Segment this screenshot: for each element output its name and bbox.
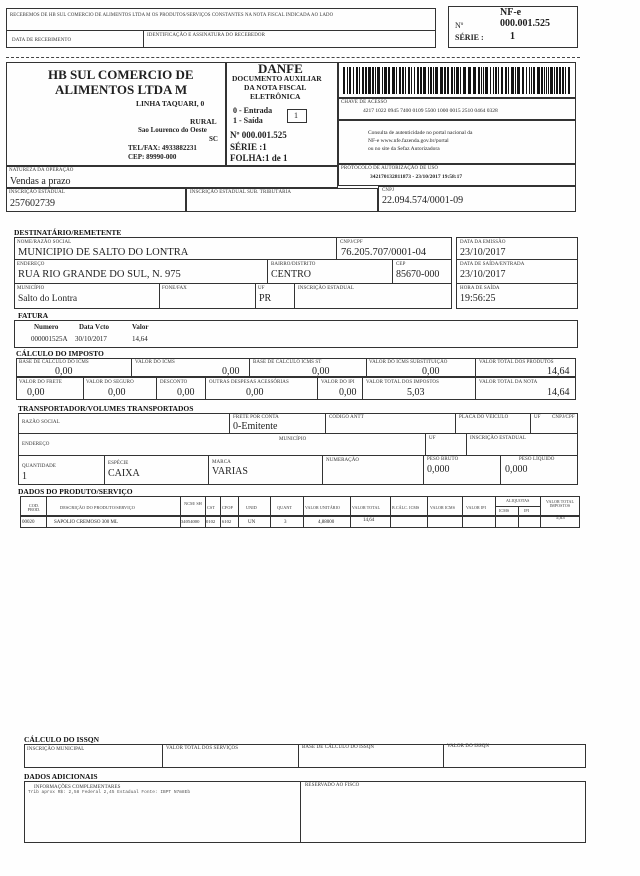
transp-cnpj-label: CNPJ/CPF — [552, 415, 575, 420]
dest-endereco: RUA RIO GRANDE DO SUL, N. 975 — [18, 269, 181, 280]
prod-vunit: 4,88000 — [318, 520, 335, 525]
transp-pliq: 0,000 — [505, 464, 528, 475]
prod-h-bcicms: B.CÁLC. ICMS — [392, 505, 420, 510]
dest-fone-label: FONE/FAX — [162, 286, 187, 291]
emitente-tel: TEL/FAX: 4933882231 — [128, 144, 197, 152]
v-total-nota-value: 14,64 — [547, 387, 570, 398]
prod-cod: 00020 — [22, 520, 35, 525]
v-total-impostos-value: 5,03 — [407, 387, 425, 398]
danfe-sub3: ELETRÔNICA — [250, 92, 301, 101]
emitente-name-1: HB SUL COMERCIO DE — [48, 67, 194, 82]
bc-icms-st-value: 0,00 — [312, 366, 330, 377]
chave-label: CHAVE DE ACESSO — [341, 100, 388, 105]
danfe-sub2: DA NOTA FISCAL — [244, 83, 307, 92]
outras-despesas-label: OUTRAS DESPESAS ACESSÓRIAS — [209, 380, 289, 385]
prod-h-quant: QUANT — [277, 505, 293, 510]
transp-qtd-label: QUANTIDADE — [22, 464, 57, 469]
natureza-label: NATUREZA DA OPERAÇÃO — [9, 168, 74, 173]
transp-especie-label: ESPÉCIE — [108, 461, 129, 466]
dest-cep-label: CEP — [396, 262, 406, 267]
consulta-line-3: ou no site da Sefaz Autorizadora — [368, 146, 440, 152]
natureza-value: Vendas a prazo — [10, 176, 71, 187]
danfe-title: DANFE — [258, 61, 303, 76]
transp-pbruto-label: PESO BRUTO — [427, 457, 459, 462]
emitente-name-2: ALIMENTOS LTDA M — [55, 82, 188, 97]
v-seguro-label: VALOR DO SEGURO — [86, 380, 134, 385]
dest-nome-label: NOME/RAZÃO SOCIAL — [17, 240, 72, 245]
cnpj-emit-value: 22.094.574/0001-09 — [382, 195, 464, 206]
fatura-numero: 000001525A — [31, 335, 68, 343]
prod-vtotal: 14,64 — [363, 518, 375, 523]
prod-ncm: 34054000 — [181, 519, 200, 524]
transp-ie-label: INSCRIÇÃO ESTADUAL — [470, 436, 526, 441]
danfe-folha: FOLHA:1 de 1 — [230, 153, 288, 163]
v-icms-subst-label: VALOR DO ICMS SUBSTITUIÇÃO — [369, 360, 448, 365]
issqn-v-label: VALOR DO ISSQN — [447, 744, 490, 749]
v-total-produtos-label: VALOR TOTAL DOS PRODUTOS — [479, 360, 554, 365]
produtos-section: DADOS DO PRODUTO/SERVIÇO — [18, 487, 133, 496]
emitente-city: Sao Lourenco do Oeste — [138, 126, 207, 134]
transp-pbruto: 0,000 — [427, 464, 450, 475]
canhoto-nfe-label: NF-e — [500, 7, 522, 18]
danfe-numero: Nº 000.001.525 — [230, 130, 287, 140]
dest-municipio: Salto do Lontra — [18, 294, 78, 304]
cnpj-emit-label: CNPJ — [382, 188, 395, 193]
canhoto-serie-label: SÉRIE : — [455, 33, 484, 42]
prod-h-cst: CST — [207, 505, 215, 510]
transp-especie: CAIXA — [108, 468, 140, 479]
desconto-value: 0,00 — [177, 387, 195, 398]
transp-pliq-label: PESO LÍQUIDO — [519, 457, 555, 462]
dest-municipio-label: MUNICÍPIO — [17, 286, 45, 291]
emitente-uf: SC — [209, 135, 218, 143]
danfe-saida: 1 - Saída — [233, 116, 263, 125]
v-frete-label: VALOR DO FRETE — [19, 380, 62, 385]
ie-label: INSCRIÇÃO ESTADUAL — [9, 190, 65, 195]
prod-cfop: 6102 — [222, 519, 232, 524]
imposto-section: CÁLCULO DO IMPOSTO — [16, 349, 104, 358]
transp-placa-label: PLACA DO VEÍCULO — [459, 415, 509, 420]
dest-section: DESTINATÁRIO/REMETENTE — [14, 228, 122, 237]
bc-icms-value: 0,00 — [55, 366, 73, 377]
v-total-impostos-label: VALOR TOTAL DOS IMPOSTOS — [366, 380, 439, 385]
prod-unid: UN — [248, 520, 256, 525]
prod-h-unid: UNID — [246, 505, 257, 510]
bc-icms-st-label: BASE DE CÁLCULO ICMS ST — [253, 360, 322, 365]
chave-value: 4217 1022 0945 7400 0109 5500 1000 0015 2510 0464 0328 — [363, 108, 498, 114]
v-icms-subst-value: 0,00 — [422, 366, 440, 377]
dest-hora-label: HORA DE SAÍDA — [460, 286, 500, 291]
data-recebimento-label: DATA DE RECEBIMENTO — [12, 38, 72, 43]
dest-bairro-label: BAIRRO/DISTRITO — [271, 262, 316, 267]
adicionais-section: DADOS ADICIONAIS — [24, 772, 98, 781]
fatura-section: FATURA — [18, 311, 49, 320]
transp-frete: 0-Emitente — [233, 421, 278, 432]
outras-despesas-value: 0,00 — [246, 387, 264, 398]
info-text: Trib aprox R$: 2,58 Federal 2,45 Estadual Fonte: IBPT N7m8Eb — [28, 790, 191, 795]
dest-cnpj-label: CNPJ/CPF — [340, 240, 363, 245]
prod-h-vunit: VALOR UNITÁRIO — [305, 505, 340, 510]
info-label: INFORMAÇÕES COMPLEMENTARES — [34, 785, 121, 790]
v-icms-value: 0,00 — [222, 366, 240, 377]
emitente-address: LINHA TAQUARI, 0 — [136, 99, 205, 108]
fatura-h-numero: Numero — [34, 323, 59, 331]
danfe-tipo: 1 — [294, 111, 298, 120]
dest-uf-label: UF — [258, 286, 265, 291]
transp-endereco-label: ENDEREÇO — [22, 442, 50, 447]
transp-qtd: 1 — [22, 471, 27, 482]
barcode — [343, 67, 571, 94]
prod-h-aicms: ICMS — [499, 508, 510, 513]
issqn-vs-label: VALOR TOTAL DOS SERVIÇOS — [166, 746, 239, 751]
dest-hora: 19:56:25 — [460, 293, 496, 304]
issqn-section: CÁLCULO DO ISSQN — [24, 735, 100, 744]
canhoto-text: RECEBEMOS DE HB SUL COMERCIO DE ALIMENTOS LTDA M OS PRODUTOS/SERVIÇOS CONSTANTES NA NOTA FISCAL INDICADA AO LADO — [10, 13, 334, 18]
v-total-nota-label: VALOR TOTAL DA NOTA — [479, 380, 538, 385]
identificacao-label: IDENTIFICAÇÃO E ASSINATURA DO RECEBEDOR — [147, 33, 266, 38]
prod-h-vicms: VALOR ICMS — [430, 505, 456, 510]
ie-value: 257602739 — [10, 198, 55, 209]
emitente-bairro: RURAL — [190, 117, 217, 126]
prod-h-aliq: ALIQUOTAS — [506, 498, 530, 503]
ie-st-label: INSCRIÇÃO ESTADUAL SUB. TRIBUTÁRIA — [190, 190, 292, 195]
dest-ie-label: INSCRIÇÃO ESTADUAL — [298, 286, 354, 291]
prod-vtotimp: 5,03 — [556, 516, 565, 521]
danfe-serie: SÉRIE :1 — [230, 142, 267, 152]
dest-nome: MUNICIPIO DE SALTO DO LONTRA — [18, 247, 189, 258]
v-ipi-value: 0,00 — [339, 387, 357, 398]
prod-h-vtotimp: VALOR TOTAL IMPOSTOS — [545, 499, 574, 508]
v-ipi-label: VALOR DO IPI — [321, 380, 355, 385]
transp-box — [18, 413, 578, 485]
dest-bairro: CENTRO — [271, 269, 311, 280]
fatura-vcto: 30/10/2017 — [75, 335, 107, 343]
prod-h-cod: COD. PROD. — [27, 503, 41, 513]
transp-municipio-label: MUNICÍPIO — [279, 437, 307, 442]
v-frete-value: 0,00 — [27, 387, 45, 398]
desconto-label: DESCONTO — [160, 380, 188, 385]
prod-desc: SAPOLIO CREMOSO 300 ML — [54, 520, 119, 525]
transp-razao-label: RAZÃO SOCIAL — [22, 420, 60, 425]
prod-h-vtotal: VALOR TOTAL — [352, 505, 381, 510]
prod-h-ncm: NCM/ SH — [184, 501, 202, 506]
v-total-produtos-value: 14,64 — [547, 366, 570, 377]
fisco-label: RESERVADO AO FISCO — [305, 783, 360, 788]
canhoto-numero: 000.001.525 — [500, 18, 550, 29]
transp-section: TRANSPORTADOR/VOLUMES TRANSPORTADOS — [18, 404, 194, 413]
fatura-valor: 14,64 — [132, 335, 148, 343]
dest-saida: 23/10/2017 — [460, 269, 506, 280]
transp-uf2-label: UF — [429, 436, 436, 441]
transp-marca: VARIAS — [212, 466, 248, 477]
prod-quant: 3 — [284, 520, 287, 525]
bc-icms-label: BASE DE CÁLCULO DO ICMS — [19, 360, 89, 365]
dest-emissao: 23/10/2017 — [460, 247, 506, 258]
dest-cnpj: 76.205.707/0001-04 — [341, 247, 427, 258]
transp-marca-label: MARCA — [212, 460, 231, 465]
consulta-line-1: Consulta de autenticidade no portal nacional da — [368, 130, 473, 136]
prod-cst: 0102 — [206, 519, 216, 524]
v-icms-label: VALOR DO ICMS — [135, 360, 175, 365]
issqn-im-label: INSCRIÇÃO MUNICIPAL — [27, 747, 85, 752]
emitente-cep: CEP: 89990-000 — [128, 153, 177, 161]
prod-h-cfop: CFOP — [222, 505, 233, 510]
transp-numeracao-label: NUMERAÇÃO — [326, 458, 360, 463]
transp-frete-label: FRETE POR CONTA — [233, 415, 279, 420]
dest-saida-label: DATA DE SAÍDA/ENTRADA — [460, 262, 525, 267]
consulta-line-2: NF-e www.nfe.fazenda.gov.br/portal — [368, 138, 449, 144]
dest-endereco-label: ENDEREÇO — [17, 262, 45, 267]
dest-uf: PR — [259, 293, 272, 304]
danfe-sub1: DOCUMENTO AUXILIAR — [232, 74, 322, 83]
prod-h-aipi: IPI — [524, 508, 530, 513]
canhoto-serie: 1 — [510, 31, 515, 42]
danfe-entrada: 0 - Entrada — [233, 106, 273, 115]
transp-antt-label: CÓDIGO ANTT — [329, 415, 364, 420]
issqn-bc-label: BASE DE CÁLCULO DO ISSQN — [302, 745, 375, 750]
transp-uf-label: UF — [534, 415, 541, 420]
fatura-h-valor: Valor — [132, 323, 149, 331]
dest-emissao-label: DATA DA EMISSÃO — [460, 240, 506, 245]
dest-cep: 85670-000 — [396, 269, 440, 280]
prod-h-vipi: VALOR IPI — [466, 505, 487, 510]
prod-h-desc: DESCRIÇÃO DO PRODUTO/SERVIÇO — [60, 505, 135, 510]
v-seguro-value: 0,00 — [108, 387, 126, 398]
cut-line — [6, 57, 580, 58]
canhoto-numero-label: Nº — [455, 21, 464, 30]
protocolo-value: 342170132811873 - 23/10/2017 19:58:17 — [370, 174, 463, 180]
protocolo-label: PROTOCOLO DE AUTORIZAÇÃO DE USO — [341, 166, 439, 171]
fatura-h-vcto: Data Vcto — [79, 323, 110, 331]
